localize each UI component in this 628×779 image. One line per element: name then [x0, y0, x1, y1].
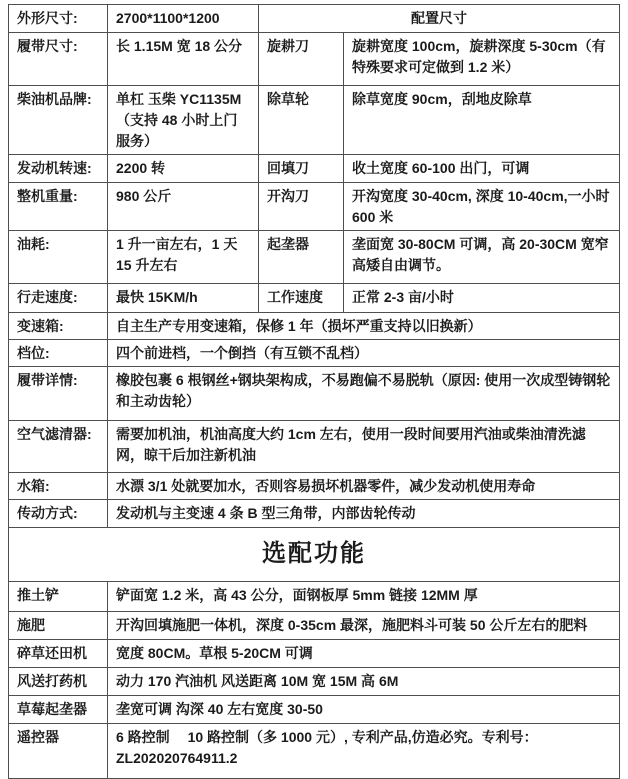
spec-value: 长 1.15M 宽 18 公分 [108, 33, 259, 85]
table-row [9, 640, 619, 668]
table-row [9, 724, 619, 778]
spec-value: 最快 15KM/h [108, 284, 259, 312]
config-value: 垄面宽 30-80CM 可调，高 20-30CM 宽窄高矮自由调节。 [352, 236, 609, 273]
spec-value: 橡胶包裹 6 根钢丝+钢块架构成，不易跑偏不易脱轨（原因: 使用一次成型铸钢轮和主动齿轮） [116, 372, 611, 409]
spec-value: 需要加机油，机油高度大约 1cm 左右，使用一段时间要用汽油或柴油清洗滤网，晾干后加注新机油 [116, 426, 586, 463]
table-row [9, 313, 619, 340]
spec-value: 2200 转 [108, 155, 259, 182]
spec-value: 980 公斤 [108, 183, 259, 230]
table-row [9, 367, 619, 421]
option-label: 碎草还田机 [9, 640, 108, 667]
option-label: 施肥 [9, 612, 108, 639]
spec-label: 档位: [9, 340, 108, 366]
spec-label: 水箱: [9, 473, 108, 499]
spec-label: 空气滤清器: [9, 421, 108, 472]
spec-table [8, 4, 620, 779]
section-title: 选配功能 [262, 540, 366, 567]
section-header-row [9, 528, 619, 582]
spec-value: 四个前进档，一个倒挡（有互锁不乱档） [116, 345, 368, 361]
config-label: 起垄器 [259, 231, 344, 283]
spec-value: 发动机与主变速 4 条 B 型三角带，内部齿轮传动 [116, 505, 416, 521]
config-label: 工作速度 [259, 284, 344, 312]
spec-label: 行走速度: [9, 284, 108, 312]
spec-value: 2700*1100*1200 [108, 5, 259, 32]
table-row [9, 668, 619, 696]
spec-label: 履带尺寸: [9, 33, 108, 85]
config-value: 收土宽度 60-100 出门，可调 [352, 160, 530, 176]
config-value: 旋耕宽度 100cm，旋耕深度 5-30cm（有特殊要求可定做到 1.2 米） [352, 38, 606, 75]
table-row [9, 86, 619, 155]
table-row [9, 231, 619, 284]
option-value: 垄宽可调 沟深 40 左右宽度 30-50 [116, 701, 323, 717]
option-value: 开沟回填施肥一体机，深度 0-35cm 最深，施肥料斗可装 50 公斤左右的肥料 [116, 617, 588, 633]
spec-label: 柴油机品牌: [9, 86, 108, 154]
config-label: 开沟刀 [259, 183, 344, 230]
table-row [9, 5, 619, 33]
table-row [9, 33, 619, 86]
config-value: 除草宽度 90cm，刮地皮除草 [352, 91, 532, 107]
spec-label: 传动方式: [9, 500, 108, 527]
config-label: 回填刀 [259, 155, 344, 182]
table-row [9, 696, 619, 724]
option-value: 宽度 80CM。草根 5-20CM 可调 [116, 645, 313, 661]
option-label: 草莓起垄器 [9, 696, 108, 723]
table-row [9, 284, 619, 313]
config-label: 除草轮 [259, 86, 344, 154]
spec-label: 整机重量: [9, 183, 108, 230]
spec-value: 水漂 3/1 处就要加水，否则容易损坏机器零件，减少发动机使用寿命 [116, 478, 536, 494]
config-label: 旋耕刀 [259, 33, 344, 85]
table-row [9, 612, 619, 640]
option-label: 遥控器 [9, 724, 108, 778]
option-value: 铲面宽 1.2 米，高 43 公分，面钢板厚 5mm 链接 12MM 厚 [116, 587, 478, 603]
spec-label: 履带详情: [9, 367, 108, 420]
config-size-header: 配置尺寸 [411, 10, 467, 26]
spec-value: 自主生产专用变速箱，保修 1 年（损坏严重支持以旧换新） [116, 318, 482, 334]
option-value: 6 路控制 10 路控制（多 1000 元）, 专利产品,仿造必究。专利号：ZL202020764911.2 [116, 729, 538, 766]
table-row [9, 183, 619, 231]
spec-label: 外形尺寸: [9, 5, 108, 32]
option-label: 推土铲 [9, 582, 108, 611]
config-value: 正常 2-3 亩/小时 [352, 289, 454, 305]
config-value: 开沟宽度 30-40cm, 深度 10-40cm,一小时 600 米 [352, 188, 610, 225]
table-row [9, 421, 619, 473]
table-row [9, 340, 619, 367]
table-row [9, 155, 619, 183]
spec-label: 油耗: [9, 231, 108, 283]
table-row [9, 582, 619, 612]
spec-value: 单杠 玉柴 YC1135M （支持 48 小时上门服务） [108, 86, 259, 154]
table-row [9, 500, 619, 528]
option-label: 风送打药机 [9, 668, 108, 695]
spec-label: 变速箱: [9, 313, 108, 339]
table-row [9, 473, 619, 500]
spec-value: 1 升一亩左右，1 天 15 升左右 [108, 231, 259, 283]
option-value: 动力 170 汽油机 风送距离 10M 宽 15M 高 6M [116, 673, 399, 689]
spec-label: 发动机转速: [9, 155, 108, 182]
